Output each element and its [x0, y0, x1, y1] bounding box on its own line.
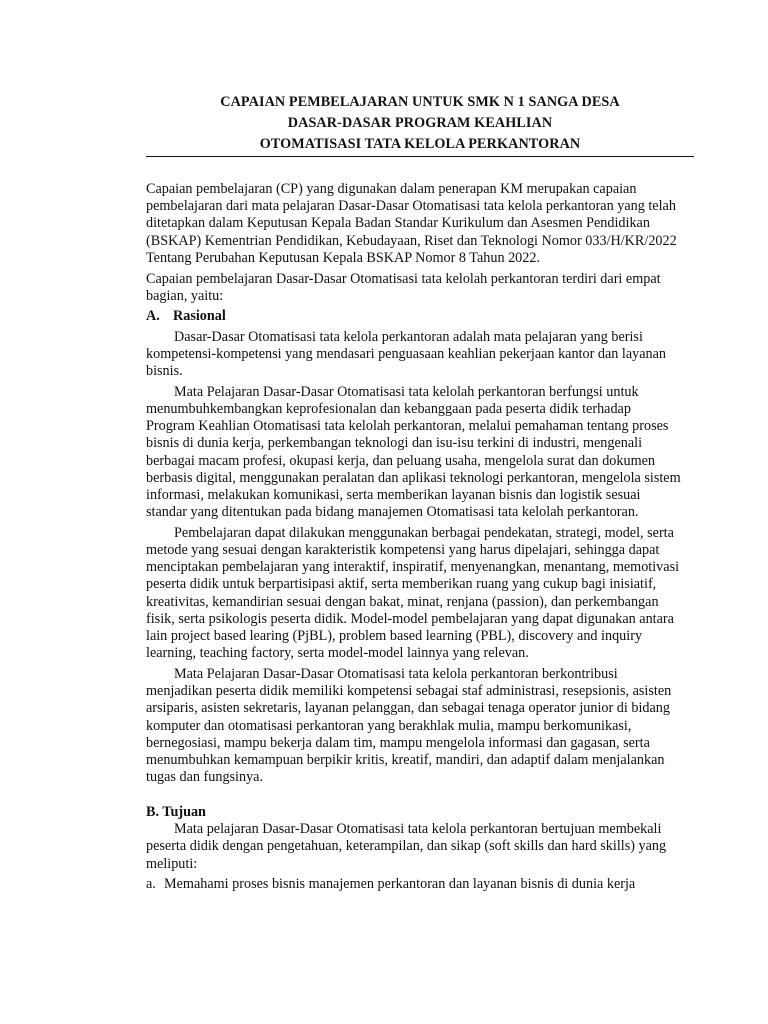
intro-paragraph-2: Capaian pembelajaran Dasar-Dasar Otomatisasi tata kelolah perkantoran terdiri dari empat bagian, yaitu: — [146, 270, 661, 304]
section-b-paragraph: Mata pelajaran Dasar-Dasar Otomatisasi tata kelola perkantoran bertujuan membekali peserta didik dengan pengetahuan, keterampilan, dan sikap (soft skills dan hard skills) yang meliputi: — [146, 821, 667, 872]
section-a-title: Rasional — [173, 308, 226, 325]
document-body — [146, 181, 682, 893]
intro-paragraph-1: Capaian pembelajaran (CP) yang digunakan dalam penerapan KM merupakan capaian pembelajaran dari mata pelajaran Dasar-Dasar Otomatisasi tata kelola perkantoran yang telah ditetapkan dalam Keputusan Kepala Badan Standar Kurikulum dan Asesmen Pendidikan (BSKAP) Kementrian Pendidikan, Kebudayaan, Riset dan Teknologi Nomor 033/H/KR/2022 Tentang Perubahan Keputusan Kepala BSKAP Nomor 8 Tahun 2022. — [146, 181, 677, 266]
section-a-paragraph-4: Mata Pelajaran Dasar-Dasar Otomatisasi tata kelola perkantoran berkontribusi menjadikan peserta didik memiliki kompetensi sebagai staf administrasi, resepsionis, asisten arsiparis, asisten sekretaris, layanan pelanggan, dan sebagai tenaga operator junior di bidang komputer dan otomatisasi perkantoran yang berakhlak mulia, mampu berkomunikasi, bernegosiasi, mampu bekerja dalam tim, mampu mengelola informasi dan gagasan, serta menumbuhkan kemampuan berpikir kritis, kreatif, mandiri, dan adaptif dalam menjalankan tugas dan fungsinya. — [146, 665, 672, 786]
list-item — [146, 876, 682, 893]
title-line-2: DASAR-DASAR PROGRAM KEAHLIAN — [287, 115, 553, 131]
section-a-paragraph-3: Pembelajaran dapat dilakukan menggunakan berbagai pendekatan, strategi, model, serta metode yang sesuai dengan karakteristik kompetensi yang harus dipelajari, sehingga dapat menciptakan pembelajaran yang interaktif, inspiratif, menyenangkan, menantang, memotivasi peserta didik untuk berpartisipasi aktif, serta memberikan ruang yang cukup bagi inisiatif, kreativitas, kemandirian sesuai dengan bakat, minat, renjana (passion), dan perkembangan fisik, serta psikologis peserta didik. Model-model pembelajaran yang dapat digunakan antara lain project based learing (PjBL), problem based learning (PBL), discovery and inquiry learning, teaching factory, serta model-model lainnya yang relevan. — [146, 524, 680, 662]
list-item-marker: a. — [146, 876, 156, 893]
title-line-3: OTOMATISASI TATA KELOLA PERKANTORAN — [259, 136, 581, 152]
section-gap — [146, 790, 682, 804]
title-underline — [146, 156, 694, 157]
section-a-paragraph-2: Mata Pelajaran Dasar-Dasar Otomatisasi tata kelolah perkantoran berfungsi untuk menumbuhkembangkan keprofesionalan dan kebanggaan pada peserta didik terhadap Program Keahlian Otomatisasi tata kelolah perkantoran, melalui pemahaman tentang proses bisnis di dunia kerja, perkembangan teknologi dan isu-isu terkini di industri, mengenali berbagai macam profesi, okupasi kerja, dan peluang usaha, mengelola surat dan dokumen berbasis digital, menggunakan peralatan dan aplikasi teknologi perkantoran, mengelola sistem informasi, melakukan komunikasi, serta memberikan layanan bisnis dan logistik sesuai standar yang ditentukan pada bidang manajemen Otomatisasi tata kelolah perkantoran. — [146, 383, 681, 521]
section-a-letter: A. — [146, 308, 160, 325]
section-b-heading: B. Tujuan — [146, 803, 206, 820]
section-a-paragraph-1: Dasar-Dasar Otomatisasi tata kelola perkantoran adalah mata pelajaran yang berisi kompetensi-kompetensi yang mendasari penguasaan keahlian pekerjaan kantor dan layanan bisnis. — [146, 328, 667, 380]
list-item-text: Memahami proses bisnis manajemen perkantoran dan layanan bisnis di dunia kerja — [164, 876, 636, 893]
section-a-heading — [146, 308, 682, 325]
document-title — [146, 92, 694, 155]
title-line-1: CAPAIAN PEMBELAJARAN UNTUK SMK N 1 SANGA DESA — [220, 94, 620, 110]
